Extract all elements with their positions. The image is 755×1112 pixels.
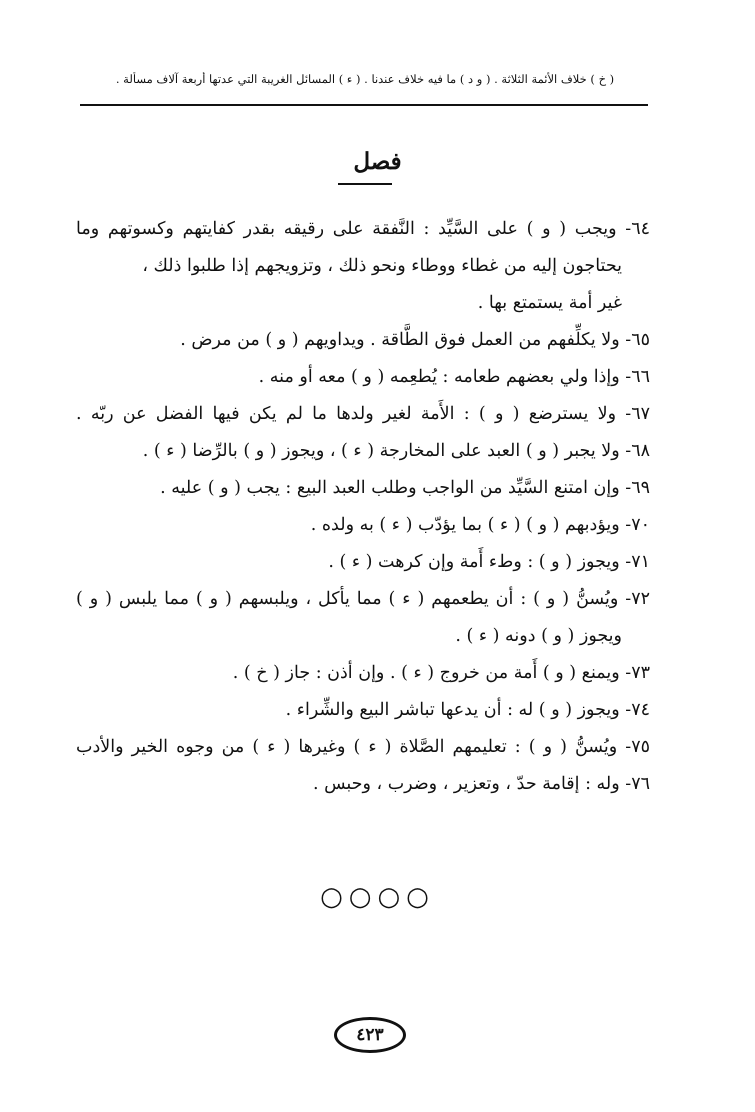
text-line: ٧٢- ويُسنُّ ( و ) : أن يطعمهم ( ء ) مما يأكل ، ويلبسهم ( و ) مما يلبس ( و ) [76, 589, 650, 609]
page-number: ٤٢٣ [356, 1025, 384, 1045]
page-number-badge [334, 1017, 406, 1053]
section-end-ornament: ○○○○ [320, 882, 435, 912]
text-line: ٧٤- ويجوز ( و ) له : أن يدعها تباشر البيع والشِّراء . [285, 700, 650, 720]
text-line: ٦٧- ولا يسترضع ( و ) : الأَمة لغير ولدها ما لم يكن فيها الفضل عن ربّه . [76, 404, 650, 424]
header-rule [80, 104, 648, 106]
text-line: ٦٦- وإذا ولي بعضهم طعامه : يُطعِمه ( و ) معه أو منه . [258, 367, 650, 387]
text-line: ٧٦- وله : إقامة حدّ ، وتعزير ، وضرب ، وحبس . [312, 774, 650, 794]
text-line: ٧١- ويجوز ( و ) : وطء أَمة وإن كرهت ( ء ) . [328, 552, 650, 572]
text-line: ٦٨- ولا يجبر ( و ) العبد على المخارجة ( ء ) ، ويجوز ( و ) بالرِّضا ( ء ) . [142, 441, 650, 461]
text-line: ٦٥- ولا يكلِّفهم من العمل فوق الطَّاقة . ويداويهم ( و ) من مرض . [180, 330, 650, 350]
text-line: ٧٠- ويؤدبهم ( و ) ( ء ) بما يؤدّب ( ء ) به ولده . [310, 515, 650, 535]
text-line: ٧٥- ويُسنُّ ( و ) : تعليمهم الصَّلاة ( ء ) وغيرها ( ء ) من وجوه الخير والأدب [76, 737, 650, 757]
text-line: يحتاجون إليه من غطاء ووطاء ونحو ذلك ، وتزويجهم إذا طلبوا ذلك ، [142, 256, 622, 276]
text-line: ٦٤- ويجب ( و ) على السَّيِّد : النَّفقة على رقيقه بقدر كفايتهم وكسوتهم وما [76, 219, 650, 239]
text-line: ٧٣- ويمنع ( و ) أَمة من خروج ( ء ) . وإن أذن : جاز ( خ ) . [232, 663, 650, 683]
running-head: ( خ ) خلاف الأئمة الثلاثة . ( و د ) ما فيه خلاف عندنا . ( ء ) المسائل الغريبة التي عدتها أربعة آلاف مسألة . [115, 72, 615, 86]
text-line: ٦٩- وإن امتنع السَّيِّد من الواجب وطلب العبد البيع : يجب ( و ) عليه . [160, 478, 650, 498]
text-line: غير أمة يستمتع بها . [477, 293, 622, 313]
title-underline [338, 183, 392, 185]
section-title: فصل [353, 148, 402, 175]
text-line: ويجوز ( و ) دونه ( ء ) . [455, 626, 622, 646]
text-body [76, 211, 650, 803]
